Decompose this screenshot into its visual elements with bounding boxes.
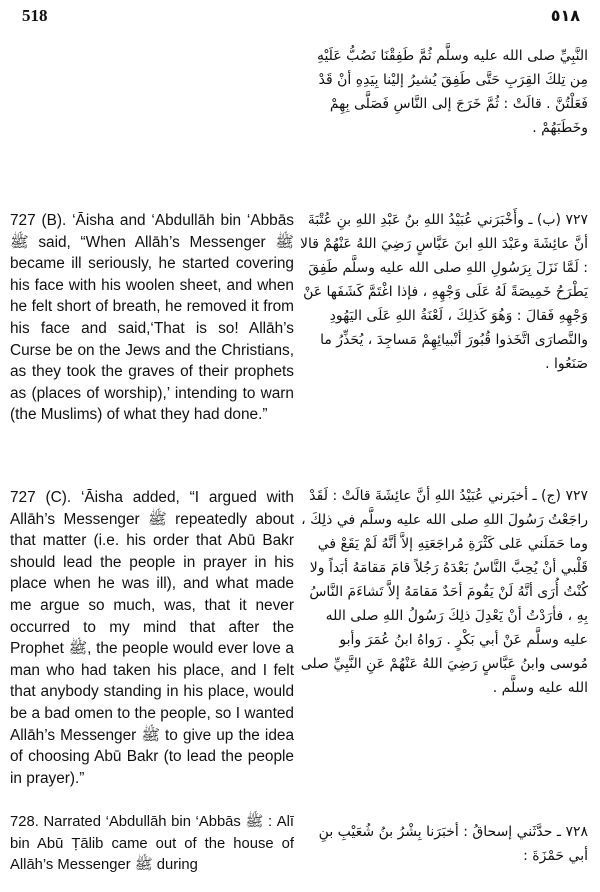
arabic-continuation: النَّبِيِّ صلى الله عليه وسلَّم ثُمَّ طَفِقْنَا نَصُبُّ عَلَيْهِ مِن تِلكَ القِرَبِ حَتَّى طَفِقَ يُشيرُ إليْنا بِيَدِهِ أنْ قَدْ فَعَلْتُنَّ . قالَتْ : ثُمَّ خَرَجَ إلى النَّاسِ فَصَلَّى بِهِمْ وخَطَبَهُمْ . — [316, 48, 588, 136]
hadith-727b-english: 727 (B). ‘Āisha and ‘Abdullāh bin ‘Abbās ﷺ said, “When Allāh’s Messenger ﷺ became ill seriously, he started covering his face with his woolen sheet, and when he felt short of breath, he removed it from his face and said,‘That is so! Allāh’s Curse be on the Jews and the Christians, as they took the graves of their prophets as (places of worship),’ intending to warn (the Muslims) of what they had done.” — [10, 212, 294, 424]
hadith-728-arabic: ٧٢٨ ـ حدَّثَني إسحاقُ : أخبَرَنا بِشْرُ بنُ شُعَيْبِ بنِ أبي حَمْزَةَ : — [318, 824, 588, 864]
hadith-728-english: 728. Narrated ‘Abdullāh bin ‘Abbās ﷺ : Alī bin Abū Ṭālib came out of the house of Allāh’s Messenger ﷺ during — [10, 814, 294, 874]
hadith-727b-arabic: ٧٢٧ (ب) ـ وأَخْبَرَني عُبَيْدُ اللهِ بنُ عَبْدِ اللهِ بنِ عُتْبَةَ أنَّ عائِشَةَ وعَبْدَ اللهِ ابنَ عَبَّاسٍ رَضِيَ اللهُ عَنْهُمْ قالا : لَمَّا نَزَلَ بِرَسُولِ اللهِ صلى الله عليه وسلَّم طَفِقَ يَطْرَحُ خَمِيصَةً لَهُ عَلَى وَجْهِهِ ، فإذا اغْتَمَّ كَشَفَها عَنْ وَجْهِهِ فَقالَ : وَهُوَ كَذلِكَ ، لَعْنَةُ اللهِ عَلَى اليَهُودِ والنَّصارَى اتَّخَذوا قُبُورَ أنْبيائِهِمْ مَساجِدَ ، يُحَذِّرُ ما صَنَعُوا . — [300, 212, 588, 372]
hadith-727c-arabic: ٧٢٧ (ج) ـ أخبَرني عُبَيْدُ اللهِ أنَّ عائِشَةَ قالَتْ : لَقَدْ راجَعْتُ رَسُولَ اللهِ صلى الله عليه وسلَّم في ذلِكَ ، وما حَمَلَني عَلى كَثْرَةِ مُراجَعَتِهِ إلاَّ أنَّهُ لَمْ يَقَعْ في قَلْبي أنْ يُحِبَّ النَّاسُ بَعْدَهُ رَجُلاً قامَ مَقامَهُ أبَداً ولا كُنْتُ أُرَى أنَّهُ لَنْ يَقُومَ أحَدٌ مَقامَهُ إلاَّ تَشاءَمَ النَّاسُ بِهِ ، فأرَدْتُ أنْ يَعْدِلَ ذلِكَ رَسُولُ اللهِ صلى الله عليه وسلَّم عَنْ أبي بَكْرٍ . رَواهُ ابنُ عُمَرَ وأبو مُوسى وابنُ عَبَّاسٍ رَضِيَ اللهُ عَنْهُمْ عَنِ النَّبِيِّ صلى الله عليه وسلَّم . — [300, 488, 588, 696]
hadith-727c-english: 727 (C). ‘Āisha added, “I argued with Allāh’s Messenger ﷺ repeatedly about that matter (i.e. his order that Abū Bakr should lead the people in prayer in his place when he was ill), and what made me argue so much, was, that it never occurred to my mind that after the Prophet ﷺ, the people would ever love a man who had taken his place, and I felt that anybody standing in his place, would be a bad omen to the people, so I wanted Allāh’s Messenger ﷺ to give up the idea of choosing Abū Bakr (to lead the people in prayer).” — [10, 489, 295, 787]
page-number-arabic: ٥١٨ — [550, 6, 580, 25]
page-number: 518 — [22, 6, 48, 25]
